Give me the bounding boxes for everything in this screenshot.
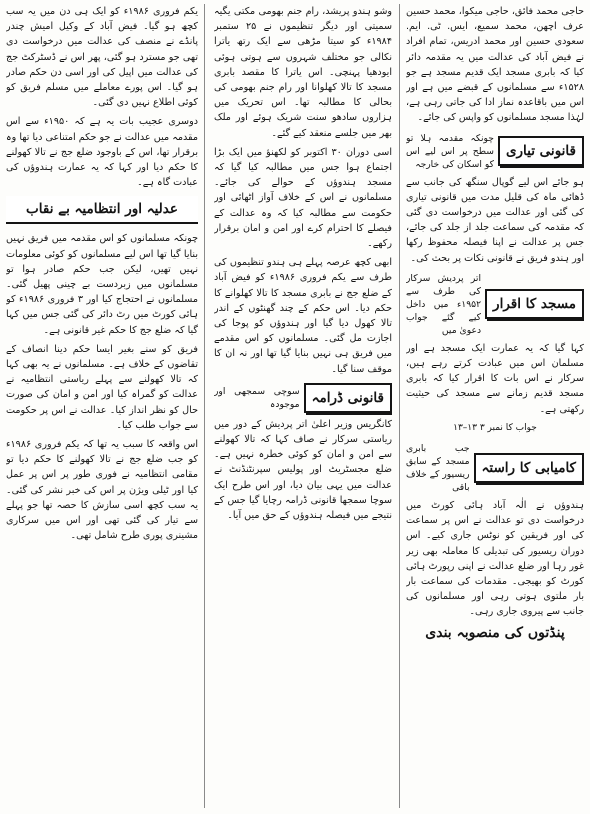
paragraph: چونکہ مسلمانوں کو اس مقدمہ میں فریق نہیں بنایا گیا تھا اس لیے مسلمانوں کو کوئی معلومات نہیں تھیں، لیکن جب حکم صادر ہوا تو مسلمانوں میں زبردست بے چینی پھیل گئی۔ مسلمانوں نے احتجاج کیا اور ۳ فروری ۱۹۸۶ء کو ہائی کورٹ میں رٹ دائر کی گئی جس میں کہا گیا کہ ضلع جج کا حکم غیر قانونی ہے۔ [6, 233, 198, 336]
paragraph: دوسری عجیب بات یہ ہے کہ ۱۹۵۰ء سے اس مقدمہ میں عدالت نے جو حکم امتناعی دیا تھا وہ برقرار تھا، اس کے باوجود ضلع جج نے تالا کھولنے کا حکم دیا اور کہا کہ یہ عمارت ہندوؤں کی عبادت گاہ ہے۔ [6, 116, 198, 189]
right-column [406, 4, 584, 808]
paragraph: اسی دوران ۳۰ اکتوبر کو لکھنؤ میں ایک بڑا اجتماع ہوا جس میں مطالبہ کیا گیا کہ مسجد ہندوؤں کے حوالے کی جائے۔ مسلمانوں نے اس کے خلاف آواز اٹھائی اور حکومت سے مطالبہ کیا کہ وہ عدالت کے فیصلے کا احترام کرے اور امن و امان برقرار رکھے۔ [214, 146, 392, 250]
paragraph: یکم فروری ۱۹۸۶ء کو ایک ہی دن میں یہ سب کچھ ہو گیا۔ فیض آباد کے وکیل امیش چندر پانڈے نے منصف کی عدالت میں درخواست دی تھی جو مسترد ہو گئی، پھر اس نے ڈسٹرکٹ جج کی عدالت میں اپیل کی اور اسی دن حکم صادر ہو گیا۔ اس پورے معاملے میں مسلم فریق کو کوئی اطلاع نہیں دی گئی۔ [6, 6, 198, 109]
paragraph: کہا گیا کہ یہ عمارت ایک مسجد ہے اور مسلمان اس میں عبادت کرتے رہے ہیں، سرکار نے اس بات کا اقرار کیا کہ بابری مسجد قدیم زمانے سے مسجد کی حیثیت رکھتی ہے۔ [406, 342, 584, 415]
paragraph: اس واقعہ کا سبب یہ تھا کہ یکم فروری ۱۹۸۶ء کو جب ضلع جج نے تالا کھولنے کا حکم دیا تو مقامی انتظامیہ نے فوری طور پر اس پر عمل کیا اور ٹیلی ویژن پر اس کی خبر نشر کی گئی۔ یہ سب کچھ اسی سازش کا حصہ تھا جو پہلے سے تیار کی گئی تھی اور اس میں سرکاری مشینری پوری طرح شامل تھی۔ [6, 439, 198, 542]
section-heading-mosque-admission: مسجد کا اقرار [485, 289, 584, 319]
paragraph: حاجی محمد فائق، حاجی میکوا، محمد حسین عرف اچھن، محمد سمیع، ایس. ٹی. ایم. سعودی حسین اور محمد ادریس، تمام افراد نے فیض آباد کی عدالت میں یہ مقدمہ دائر کیا کہ بابری مسجد ایک قدیم مسجد ہے جو ۱۵۲۸ء سے مسلمانوں کے قبضے میں ہے اور اس میں باقاعدہ نماز ادا کی جاتی رہی ہے، لہٰذا مسجد مسلمانوں کو واپس کی جائے۔ [406, 6, 584, 124]
paragraph: ہو جائے اس لیے گوپال سنگھ کی جانب سے ڈھائی ماہ کی قلیل مدت میں قانونی تیاری کی گئی اور عدالت میں درخواست دی گئی کہ مقدمہ کی سماعت جلد از جلد کی جائے، جس پر عدالت نے اپنا فیصلہ محفوظ رکھا اور ہندو فریق نے قانونی نکات پر بحث کی۔ [406, 176, 584, 264]
heading-side-text: سوچی سمجھی اور موجودہ [214, 385, 300, 410]
paragraph: وشو ہندو پریشد، رام جنم بھومی مکتی یگیہ سمیتی اور دیگر تنظیموں نے ۲۵ ستمبر ۱۹۸۴ء کو سیتا مڑھی سے ایک رتھ یاترا نکالی جو مختلف شہروں سے ہوتی ہوئی ایودھیا پہنچی۔ اس یاترا کا مقصد بابری مسجد کا تالا کھلوانا اور رام جنم بھومی کی بحالی کا مطالبہ تھا۔ اس تحریک میں ہزاروں سادھو سنت شریک ہوئے اور ملک بھر میں جلسے منعقد کیے گئے۔ [214, 6, 392, 139]
paragraph: فریق کو سنے بغیر ایسا حکم دینا انصاف کے تقاضوں کے خلاف ہے۔ مسلمانوں نے یہ بھی کہا کہ تالا کھولنے سے پہلے ریاستی انتظامیہ نے عدالت کو گمراہ کیا اور امن و امان کی صورت حال کو نظر انداز کیا۔ عدالت نے اس پر حکومت سے جواب طلب کیا۔ [6, 343, 198, 431]
section-heading-legal-drama: قانونی ڈرامہ [304, 383, 392, 413]
heading-side-text: چونکہ مقدمہ ہلا تو سطح پر اس لیے اس کو اسکان کی خارجہ [406, 132, 494, 170]
section-heading-block [214, 383, 392, 413]
column-rule [204, 4, 205, 808]
section-heading-judiciary-exposed: عدلیہ اور انتظامیہ بے نقاب [6, 196, 198, 224]
column-rule [399, 4, 400, 808]
section-heading-block [406, 272, 584, 337]
section-heading-legal-preparation: قانونی تیاری [498, 136, 584, 166]
section-heading-block [406, 132, 584, 171]
section-heading-block [406, 442, 584, 494]
heading-side-text: اتر پردیش سرکار کی طرف سے ۱۹۵۲ء میں داخل کیے گئے جواب دعویٰ میں [406, 272, 482, 336]
reply-number: جواب کا نمبر ۳ ۱۳–۱۳ [453, 422, 537, 433]
paragraph: ابھی کچھ عرصہ پہلے ہی ہندو تنظیموں کی طرف سے یکم فروری ۱۹۸۶ء کو فیض آباد کے ضلع جج نے بابری مسجد کا تالا کھلوانے کا حکم دیا۔ اس حکم کے چند گھنٹوں کے اندر تالا کھول دیا گیا اور ہندوؤں کو پوجا کی اجازت مل گئی۔ مسلمانوں کو اس مقدمے میں فریق ہی نہیں بنایا گیا تھا اور نہ ان کا موقف سنا گیا۔ [214, 257, 392, 375]
left-column [6, 4, 198, 808]
paragraph: کانگریس وزیر اعلیٰ اتر پردیش کے دور میں ریاستی سرکار نے صاف کہا کہ تالا کھولنے سے امن و امان کو کوئی خطرہ نہیں ہے۔ ضلع مجسٹریٹ اور پولیس سپرنٹنڈنٹ نے عدالت میں یہی بیان دیا، اور اس طرح ایک سوچا سمجھا قانونی ڈرامہ رچایا گیا جس کے نتیجے میں فیصلہ ہندوؤں کے حق میں آیا۔ [214, 418, 392, 522]
paragraph: ہندوؤں نے الٰہ آباد ہائی کورٹ میں درخواست دی تو عدالت نے اس پر سماعت کی اور فریقین کو نوٹس جاری کیے۔ اس دوران ریسیور کی تبدیلی کا معاملہ بھی زیر غور رہا اور ضلع عدالت نے اپنی رپورٹ ہائی کورٹ کو بھیجی۔ مقدمات کی سماعت بار بار ملتوی ہوتی رہی اور مسلمانوں کی جانب سے پیروی جاری رہی۔ [406, 500, 584, 618]
section-heading-success-path: کامیابی کا راستہ [474, 453, 584, 483]
heading-side-text: جب بابری مسجد کے سابق ریسیور کے خلاف باقی [406, 443, 470, 494]
middle-column [214, 4, 392, 808]
closing-heading: پنڈتوں کی منصوبہ بندی [425, 624, 565, 641]
